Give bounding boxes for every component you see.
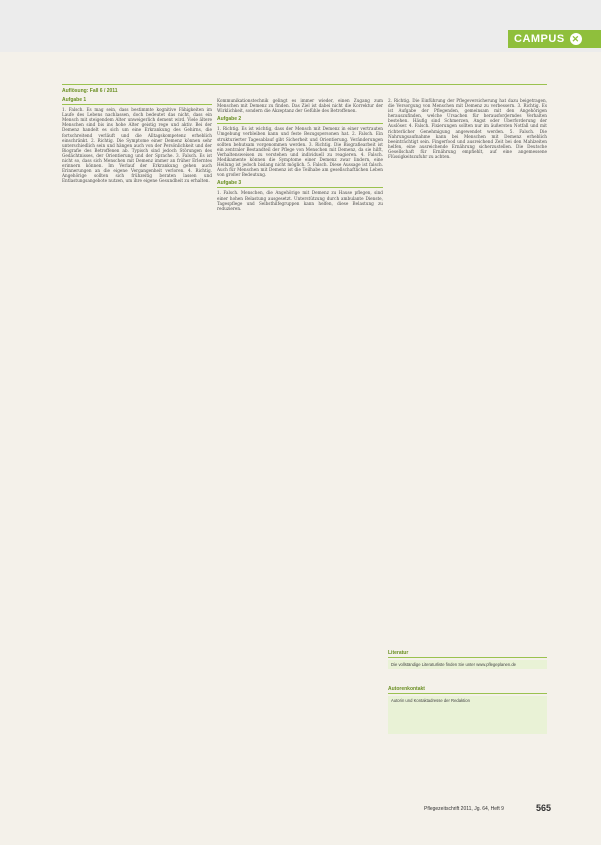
task-title: Aufgabe 2	[217, 117, 383, 124]
page-number: 565	[536, 803, 552, 813]
task-block	[217, 98, 383, 113]
task-block	[217, 117, 383, 177]
task-text: 1. Falsch. Menschen, die Angehörige mit Demenz zu Hause pflegen, sind einer hohen Belastung ausgesetzt. Unterstützung durch ambulante Dienste, Tagespflege und Selbsthilfegruppen kann helfen, diese Belastung zu reduzieren.	[217, 190, 383, 211]
literature-box	[388, 650, 547, 669]
section-header: Auflösung: Fall 6 / 2011	[62, 88, 118, 94]
campus-label: CAMPUS	[514, 33, 565, 45]
task-block	[217, 181, 383, 210]
task-text: 2. Richtig. Die Einführung der Pflegeversicherung hat dazu beigetragen, die Versorgung von Menschen mit Demenz zu verbessern. 3. Richtig. Es ist Aufgabe der Pflegenden, gemeinsam mit den Angehörigen herauszufinden, welche Ursachen für herausforderndes Verhalten bestehen. Häufig sind Schmerzen, Angst oder Überforderung der Auslöser. 4. Falsch. Fixierungen sollten nur im äußersten Notfall und mit richterlicher Genehmigung angewendet werden. 5. Falsch. Die Nahrungsaufnahme kann bei Menschen mit Demenz erheblich beeinträchtigt sein. Fingerfood und ausreichend Zeit bei den Mahlzeiten helfen, eine ausreichende Ernährung sicherzustellen. Die Deutsche Gesellschaft für Ernährung empfiehlt, auf eine angemessene Flüssigkeitszufuhr zu achten.	[388, 98, 547, 160]
author-title: Autorenkontakt	[388, 686, 547, 694]
footer-journal: Pflegezeitschrift 2011, Jg. 64, Heft 9	[424, 806, 504, 812]
author-body: Autorin und Kontaktadresse der Redaktion	[388, 696, 547, 734]
campus-tab	[508, 30, 601, 48]
task-block	[62, 98, 212, 184]
task-text: Kommunikationstechnik gelingt es immer wieder, einen Zugang zum Menschen mit Demenz zu finden. Das Ziel ist dabei nicht die Korrektur der Wirklichkeit, sondern die Akzeptanz der Gefühle des Betroffenen.	[217, 98, 383, 114]
column-2	[217, 98, 383, 215]
header-rule	[62, 84, 547, 85]
task-title: Aufgabe 3	[217, 181, 383, 188]
task-text: 1. Richtig. Es ist wichtig, dass der Mensch mit Demenz in einer vertrauten Umgebung verbleiben kann und feste Bezugspersonen hat. 2. Falsch. Ein strukturierter Tagesablauf gibt Sicherheit und Orientierung. Veränderungen sollten behutsam vorgenommen werden. 3. Richtig. Die Biografiearbeit ist ein zentraler Bestandteil der Pflege von Menschen mit Demenz, da sie hilft, Verhaltensweisen zu verstehen und individuell zu reagieren. 4. Falsch. Medikamente können die Symptome einer Demenz zwar lindern, eine Heilung ist jedoch bislang nicht möglich. 5. Falsch. Diese Aussage ist falsch. Auch für Menschen mit Demenz ist die Teilhabe am gesellschaftlichen Leben von großer Bedeutung.	[217, 126, 383, 178]
literature-title: Literatur	[388, 650, 547, 658]
task-title: Aufgabe 1	[62, 98, 212, 105]
author-box	[388, 686, 547, 734]
column-1	[62, 98, 212, 188]
task-block	[388, 98, 547, 159]
task-text: 1. Falsch. Es mag sein, dass bestimmte kognitive Fähigkeiten im Laufe des Lebens nachlassen, doch bedeutet das nicht, dass ein Mensch mit steigendem Alter unweigerlich dement wird. Viele ältere Menschen sind bis ins hohe Alter geistig rege und aktiv. Bei der Demenz handelt es sich um eine Erkrankung des Gehirns, die fortschreitend verläuft und die Alltagskompetenz erheblich einschränkt. 2. Richtig. Die Symptome einer Demenz können sehr unterschiedlich sein und hängen auch von der Persönlichkeit und der Biografie des Betroffenen ab. Typisch sind jedoch Störungen des Gedächtnisses, der Orientierung und der Sprache. 3. Falsch. Es ist nicht so, dass sich Menschen mit Demenz immer an früher Erlerntes erinnern können. Im Verlauf der Erkrankung gehen auch Erinnerungen an die eigene Vergangenheit verloren. 4. Richtig. Angehörige sollten sich frühzeitig beraten lassen und Entlastungsangebote nutzen, um ihre eigene Gesundheit zu erhalten.	[62, 107, 212, 184]
column-3	[388, 98, 547, 163]
literature-body: Die vollständige Literaturliste finden Sie unter www.pflegeplanen.de	[388, 660, 547, 669]
x-icon: ✕	[571, 33, 580, 44]
